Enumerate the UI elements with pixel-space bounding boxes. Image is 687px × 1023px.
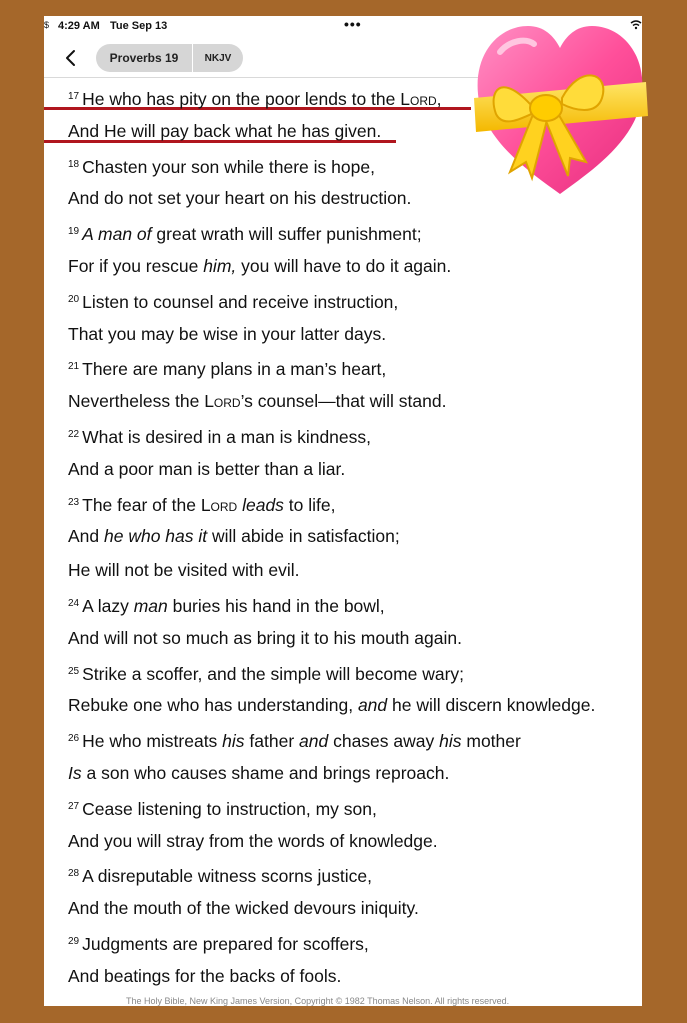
verse-text-segment: He will not be visited with evil. bbox=[68, 560, 300, 581]
verse-number: 29 bbox=[68, 935, 80, 947]
verse-text-segment: Lord bbox=[400, 89, 437, 109]
verse-text-segment: Nevertheless the bbox=[68, 391, 205, 412]
verse-number: 20 bbox=[68, 293, 80, 305]
verse-text-segment: A lazy bbox=[82, 595, 134, 616]
multitasking-dots[interactable]: ••• bbox=[344, 16, 362, 32]
verse-text-segment: chases away bbox=[328, 731, 440, 752]
verse-line[interactable] bbox=[68, 558, 642, 592]
verse-text-segment: mother bbox=[461, 731, 521, 752]
verse-text-segment: Strike a scoffer, and the simple will become wary; bbox=[82, 663, 465, 684]
verse-line[interactable] bbox=[68, 220, 642, 254]
verse-line[interactable] bbox=[68, 761, 642, 795]
verse-text-segment: And will not so much as bring it to his mouth again. bbox=[68, 627, 462, 648]
verse-number: 24 bbox=[68, 597, 80, 609]
verse-text-segment: Lord bbox=[200, 494, 238, 515]
verse-text bbox=[68, 85, 642, 998]
verse-text-segment: he will discern knowledge. bbox=[387, 695, 596, 716]
verse-line[interactable] bbox=[68, 660, 642, 694]
verse-text-segment: A man of bbox=[82, 224, 152, 245]
verse-text-segment: Listen to counsel and receive instruction, bbox=[82, 291, 399, 312]
verse-line[interactable] bbox=[68, 930, 642, 964]
verse-text-segment: The fear of the bbox=[82, 494, 201, 515]
verse-line[interactable] bbox=[68, 896, 642, 930]
verse-text-segment: Lord bbox=[204, 391, 241, 412]
verse-text-segment: There are many plans in a man’s heart, bbox=[82, 359, 387, 380]
verse-text-segment: father bbox=[244, 731, 300, 752]
verse-number: 19 bbox=[68, 226, 80, 238]
verse-text-segment: That you may be wise in your latter days. bbox=[68, 323, 387, 344]
verse-line[interactable] bbox=[68, 389, 642, 423]
verse-line[interactable] bbox=[68, 322, 642, 356]
verse-line[interactable] bbox=[68, 626, 642, 660]
verse-line[interactable] bbox=[68, 491, 642, 525]
verse-line[interactable] bbox=[68, 964, 642, 998]
verse-text-segment: a son who causes shame and brings reproach. bbox=[81, 762, 450, 783]
verse-text-segment: his bbox=[222, 731, 245, 752]
verse-text-segment: ’s counsel—that will stand. bbox=[240, 391, 447, 412]
verse-text-segment: leads bbox=[242, 494, 284, 515]
verse-text-segment: Cease listening to instruction, my son, bbox=[82, 798, 377, 819]
verse-line[interactable] bbox=[68, 693, 642, 727]
verse-text-segment: , bbox=[436, 89, 442, 109]
back-button[interactable] bbox=[64, 48, 84, 70]
verse-text-segment: For if you rescue bbox=[68, 255, 204, 276]
verse-text-segment: He who has pity on the poor lends to the bbox=[82, 89, 401, 109]
status-date: Tue Sep 13 bbox=[110, 20, 168, 32]
verse-number: 27 bbox=[68, 800, 80, 812]
verse-line[interactable] bbox=[68, 727, 642, 761]
verse-number: 17 bbox=[68, 91, 80, 102]
verse-line[interactable] bbox=[68, 862, 642, 896]
status-edge-glyph: $ bbox=[44, 20, 50, 30]
verse-text-segment: he who has it bbox=[104, 526, 208, 547]
verse-number: 26 bbox=[68, 733, 80, 745]
verse-text-segment: great wrath will suffer punishment; bbox=[151, 224, 422, 245]
verse-text-segment: And you will stray from the words of knowledge. bbox=[68, 830, 438, 851]
verse-text-segment: And the mouth of the wicked devours iniquity. bbox=[68, 898, 419, 919]
verse-line[interactable] bbox=[68, 254, 642, 288]
verse-text-segment: him, bbox=[203, 255, 237, 276]
verse-line[interactable] bbox=[68, 355, 642, 389]
verse-number: 23 bbox=[68, 496, 80, 508]
verse-line[interactable] bbox=[68, 795, 642, 829]
verse-text-segment: to life, bbox=[283, 494, 336, 515]
verse-line[interactable] bbox=[68, 457, 642, 491]
verse-text-segment: He who mistreats bbox=[82, 731, 223, 752]
verse-line[interactable] bbox=[68, 524, 642, 558]
verse-text-segment: A disreputable witness scorns justice, bbox=[82, 866, 372, 887]
copyright-footer: The Holy Bible, New King James Version, Copyright © 1982 Thomas Nelson. All rights reserved. bbox=[126, 996, 510, 1006]
status-time: 4:29 AM bbox=[58, 20, 100, 32]
verse-text-segment: you will have to do it again. bbox=[236, 255, 452, 276]
verse-number: 21 bbox=[68, 361, 80, 373]
verse-number: 28 bbox=[68, 868, 80, 880]
verse-text-segment: What is desired in a man is kindness, bbox=[82, 426, 372, 447]
verse-text-segment: and bbox=[299, 731, 329, 752]
verse-line[interactable] bbox=[68, 288, 642, 322]
verse-text-segment: and bbox=[357, 695, 388, 716]
verse-number: 18 bbox=[68, 158, 80, 170]
verse-text-segment: Is bbox=[68, 762, 82, 783]
verse-text-segment: And do not set your heart on his destruction. bbox=[68, 188, 412, 209]
verse-text-segment: And a poor man is better than a liar. bbox=[68, 458, 346, 479]
verse-line[interactable] bbox=[68, 423, 642, 457]
verse-text-segment: And beatings for the backs of fools. bbox=[68, 965, 342, 986]
verse-line[interactable] bbox=[68, 829, 642, 863]
book-chapter-button[interactable]: Proverbs 19 bbox=[109, 51, 179, 65]
verse-text-segment: his bbox=[439, 731, 462, 752]
heart-with-ribbon-icon bbox=[470, 12, 650, 200]
verse-text-segment: Judgments are prepared for scoffers, bbox=[82, 933, 369, 954]
verse-text-segment: And bbox=[68, 526, 104, 547]
verse-text-segment: will abide in satisfaction; bbox=[207, 526, 400, 547]
version-button[interactable]: NKJV bbox=[204, 52, 232, 64]
reference-picker bbox=[96, 44, 243, 72]
verse-text-segment: Chasten your son while there is hope, bbox=[82, 156, 375, 177]
verse-text-segment: buries his hand in the bowl, bbox=[167, 595, 385, 616]
verse-text-segment: man bbox=[133, 595, 168, 616]
verse-number: 22 bbox=[68, 428, 80, 440]
chevron-left-icon bbox=[64, 48, 78, 68]
verse-line[interactable] bbox=[68, 592, 642, 626]
verse-text-segment: And He will pay back what he has given. bbox=[68, 120, 382, 141]
verse-text-segment: Rebuke one who has understanding, bbox=[68, 695, 358, 716]
verse-number: 25 bbox=[68, 665, 80, 677]
